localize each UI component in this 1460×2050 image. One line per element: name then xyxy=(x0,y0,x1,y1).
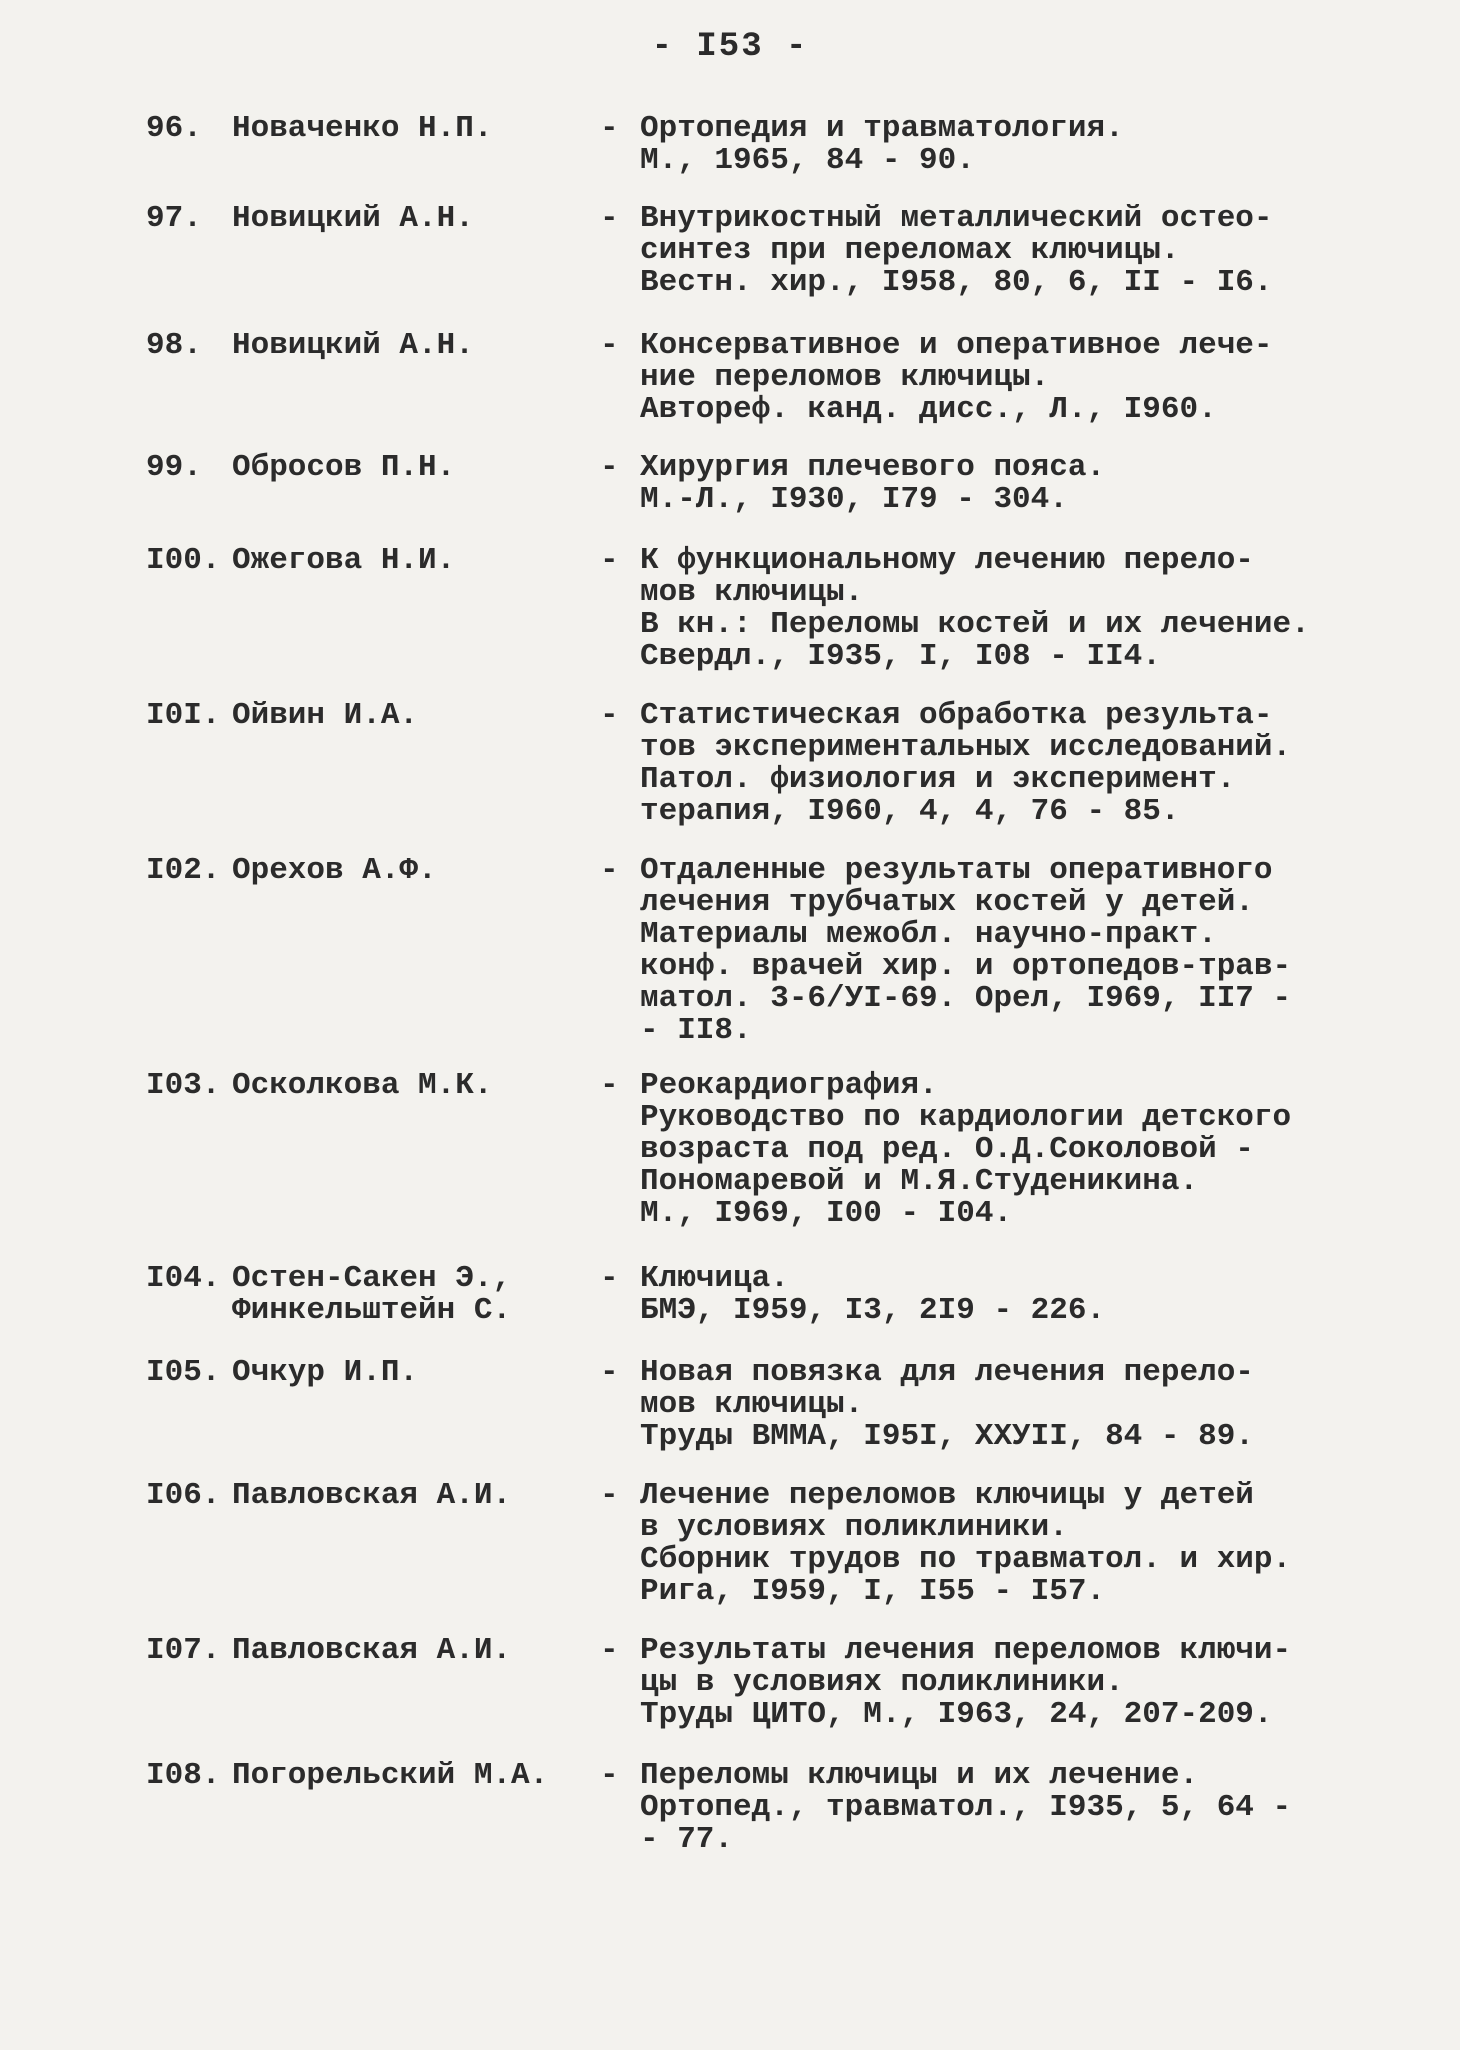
entry-dash: - xyxy=(600,698,619,733)
entry-dash: - xyxy=(600,1068,619,1103)
entry-dash: - xyxy=(600,1478,619,1513)
entry-number: I02. xyxy=(146,853,221,888)
entry-dash: - xyxy=(600,1633,619,1668)
entry-number: I08. xyxy=(146,1758,221,1793)
entry-dash: - xyxy=(600,1355,619,1390)
entry-author: Новаченко Н.П. xyxy=(232,111,493,146)
entry-dash: - xyxy=(600,543,619,578)
entry-dash: - xyxy=(600,853,619,888)
entry-number: I0I. xyxy=(146,698,221,733)
entry-number: 98. xyxy=(146,328,202,363)
entry-citation: Ключица. БМЭ, I959, I3, 2I9 - 226. xyxy=(640,1261,1106,1328)
entry-citation: Переломы ключицы и их лечение. Ортопед., травматол., I935, 5, 64 - - 77. xyxy=(640,1758,1292,1857)
entry-number: 99. xyxy=(146,450,202,485)
entry-citation: Ортопедия и травматология. М., 1965, 84 - 90. xyxy=(640,111,1124,178)
entry-number: I03. xyxy=(146,1068,221,1103)
entry-dash: - xyxy=(600,328,619,363)
entry-author: Павловская А.И. xyxy=(232,1633,512,1668)
entry-number: I04. xyxy=(146,1261,221,1296)
entry-dash: - xyxy=(600,1758,619,1793)
entry-citation: К функциональному лечению перело- мов ключицы. В кн.: Переломы костей и их лечение. Свердл., I935, I, I08 - II4. xyxy=(640,543,1310,674)
entry-number: I00. xyxy=(146,543,221,578)
entry-author: Павловская А.И. xyxy=(232,1478,512,1513)
entry-citation: Консервативное и оперативное лече- ние переломов ключицы. Автореф. канд. дисс., Л., I960. xyxy=(640,328,1273,427)
entry-citation: Реокардиография. Руководство по кардиологии детского возраста под ред. О.Д.Соколовой - Пономаревой и М.Я.Студеникина. М., I969, I00 - I04. xyxy=(640,1068,1292,1231)
page-number: - I53 - xyxy=(651,28,809,66)
entry-author: Орехов А.Ф. xyxy=(232,853,437,888)
entry-number: 97. xyxy=(146,201,202,236)
entry-author: Очкур И.П. xyxy=(232,1355,419,1390)
entry-author: Остен-Сакен Э., Финкельштейн С. xyxy=(232,1261,512,1328)
entry-citation: Внутрикостный металлический остео- синтез при переломах ключицы. Вестн. хир., I958, 80, 6, II - I6. xyxy=(640,201,1273,300)
entry-author: Ойвин И.А. xyxy=(232,698,419,733)
entry-citation: Отдаленные результаты оперативного лечения трубчатых костей у детей. Материалы межобл. научно-практ. конф. врачей хир. и ортопедов-трав- матол. 3-6/УI-69. Орел, I969, II7 - - II8. xyxy=(640,853,1292,1048)
entry-citation: Хирургия плечевого пояса. М.-Л., I930, I79 - 304. xyxy=(640,450,1106,517)
entry-author: Новицкий А.Н. xyxy=(232,201,474,236)
entry-dash: - xyxy=(600,1261,619,1296)
entry-author: Новицкий А.Н. xyxy=(232,328,474,363)
entry-dash: - xyxy=(600,450,619,485)
entry-author: Ожегова Н.И. xyxy=(232,543,456,578)
entry-citation: Статистическая обработка результа- тов экспериментальных исследований. Патол. физиология и эксперимент. терапия, I960, 4, 4, 76 - 85. xyxy=(640,698,1292,829)
entry-number: I05. xyxy=(146,1355,221,1390)
entry-dash: - xyxy=(600,111,619,146)
entry-author: Обросов П.Н. xyxy=(232,450,456,485)
entry-number: I06. xyxy=(146,1478,221,1513)
entry-number: I07. xyxy=(146,1633,221,1668)
entry-number: 96. xyxy=(146,111,202,146)
entry-citation: Результаты лечения переломов ключи- цы в условиях поликлиники. Труды ЦИТО, М., I963, 24, 207-209. xyxy=(640,1633,1292,1732)
entry-author: Погорельский М.А. xyxy=(232,1758,549,1793)
entry-citation: Лечение переломов ключицы у детей в условиях поликлиники. Сборник трудов по травматол. и хир. Рига, I959, I, I55 - I57. xyxy=(640,1478,1292,1609)
entry-dash: - xyxy=(600,201,619,236)
entry-author: Осколкова М.К. xyxy=(232,1068,493,1103)
entry-citation: Новая повязка для лечения перело- мов ключицы. Труды ВММА, I95I, ХХУII, 84 - 89. xyxy=(640,1355,1254,1454)
